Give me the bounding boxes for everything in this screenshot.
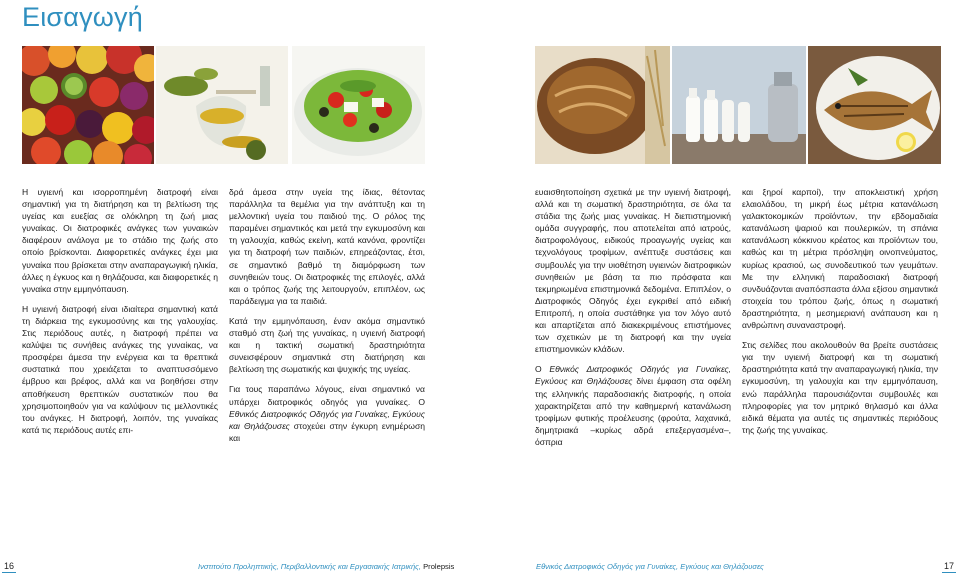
left-footer-text: [198, 562, 454, 571]
paragraph: δρά άμεσα στην υγεία της ίδιας, θέτοντας παράλληλα τα θεμέλια για την ανάπτυξη και τη μελλοντική υγεία του παιδιού της. Ο ρόλος της παραμένει σημαντικός και μετά την εγκυμοσύνη και τη γαλουχία, καθώς εκείνη, κατά κανόνα, φροντίζει για τη διατροφή των παιδιών, επηρεάζοντας, έτσι, σε σημαντικό βαθμό τη διαμόρφωση των συνηθειών τους. Οι διατροφικές της επιλογές, αλλά και ο τρόπος ζωής της λειτουργούν, επιπλέον, ως παράδειγμα για τα παιδιά.: [229, 187, 425, 306]
right-page-number: 17: [944, 561, 955, 571]
paragraph-text: στοχεύει στην έγκυρη ενημέρωση και: [229, 420, 425, 443]
guide-title: Εθνικός Διατροφικός Οδηγός για Γυναίκες, Εγκύους και Θηλάζουσες: [535, 364, 731, 387]
guide-title: Εθνικός Διατροφικός Οδηγός για Γυναίκες, Εγκύους και Θηλάζουσες: [229, 408, 425, 431]
paragraph: Η υγιεινή και ισορροπημένη διατροφή είναι σημαντική για τη διατήρηση και τη βελτίωση της υγείας και ευεξίας σε ολόκληρη τη ζωή μιας γυναίκας. Οι διατροφικές ανάγκες των γυναικών διαφέρουν ανάλογα με το στάδιο της ζωής στο οποίο βρίσκονται. Διαφορετικές ανάγκες έχει μια γυναίκα που βρίσκεται στην αναπαραγωγική ηλικία, άλλες η έγκυος και η θηλάζουσα, και διαφορετικές η γυναίκα στην εμμηνόπαυση.: [22, 187, 218, 294]
page-number-rule: [2, 572, 16, 573]
paragraph-text: δίνει έμφαση στα οφέλη της ελληνικής παραδοσιακής διατροφής, η οποία χαρακτηρίζεται από την καθημερινή κατανάλωση τροφίμων φυτικής προέλευσης (φρούτα, λαχανικά, δημητριακά –κυρίως αδρά επεξεργασμένα–, όσπρια: [535, 376, 731, 447]
institute-name: Ινστιτούτο Προληπτικής, Περιβαλλοντικής και Εργασιακής Ιατρικής,: [198, 562, 424, 571]
page-number-rule: [942, 572, 956, 573]
fruits-photo: [22, 46, 154, 164]
paragraph-text: Ο: [535, 364, 550, 375]
paragraph-text: Για τους παραπάνω λόγους, είναι σημαντικό να υπάρχει διατροφικός οδηγός για γυναίκες. Ο: [229, 384, 425, 407]
page-title: Εισαγωγή: [22, 2, 143, 32]
right-footer-text: Εθνικός Διατροφικός Οδηγός για Γυναίκες, Εγκύους και Θηλάζουσες: [536, 562, 764, 571]
salad-photo: [292, 46, 425, 164]
text-column-2: [229, 186, 425, 452]
milk-bottles-photo: [672, 46, 806, 164]
paragraph: Στις σελίδες που ακολουθούν θα βρείτε συστάσεις για την υγιεινή διατροφή και τη σωματική δραστηριότητα κατά την αναπαραγωγική ηλικία, την εγκυμοσύνη, τη γαλουχία και την εμμηνόπαυση, ενώ παράλληλα παρουσιάζονται συμβουλές και πληροφορίες για τον μητρικό θηλασμό και άλλα ειδικά θέματα για αυτές τις σημαντικές περιόδους της ζωής της γυναίκας.: [742, 340, 938, 435]
footer: [0, 557, 960, 579]
paragraph: ευαισθητοποίηση σχετικά με την υγιεινή διατροφή, αλλά και τη σωματική δραστηριότητα, σε όλα τα στάδια της ζωής μιας γυναίκας. Η διεπιστημονική ομάδα συγγραφής, που αποτελείται από ιατρούς, διατροφολόγους, ειδικούς προαγωγής υγείας και τεχνολόγους τροφίμων, ανέπτυξε συστάσεις και συμβουλές για την υιοθέτηση υγιεινών διατροφικών συνηθειών με βάση τα πιο πρόσφατα και τεκμηριωμένα επιστημονικά δεδομένα. Επιπλέον, ο Διατροφικός Οδηγός έχει εγκριθεί από ειδική Επιτροπή, η οποία συστάθηκε για τον λόγο αυτό και απαρτίζεται από διακεκριμένους επιστήμονες των σχετικών με τη διατροφή και την υγεία επιστημονικών κλάδων.: [535, 187, 731, 355]
text-column-4: [742, 186, 938, 444]
grilled-fish-photo: [808, 46, 941, 164]
text-column-1: [22, 186, 218, 444]
prolepsis-brand: Prolepsis: [423, 562, 455, 571]
paragraph: και ξηροί καρποί), την αποκλειστική χρήση ελαιολάδου, τη μικρή έως μέτρια κατανάλωση γαλακτοκομικών προϊόντων, την εβδομαδιαία κατανάλωση ψαριού και πουλερικών, τη σπάνια κατανάλωση κόκκινου κρέατος και προϊόντων του, καθώς και τη μέτρια πρόσληψη οινοπνεύματος, κυρίως κρασιού, ως συνοδευτικού των γευμάτων. Με την ελληνική παραδοσιακή διατροφή συνδυάζονται αναπόσπαστα άλλα εξίσου σημαντικά στοιχεία του τρόπου ζωής, όπως η σωματική δραστηριότητα, η μεσημεριανή ανάπαυση και η ανθρώπινη συναναστροφή.: [742, 187, 938, 331]
bread-grain-photo: [535, 46, 670, 164]
olive-oil-photo: [156, 46, 288, 164]
left-page-number: 16: [4, 561, 15, 571]
paragraph: Η υγιεινή διατροφή είναι ιδιαίτερα σημαντική κατά τη διάρκεια της εγκυμοσύνης και της γαλουχίας. Στις περιόδους αυτές, η διατροφή πρέπει να καλύψει τις συνήθεις ανάγκες της γυναίκας, να προσφέρει άμεσα την ενέργεια και τα θρεπτικά συστατικά που χρειάζεται το αναπτυσσόμενο έμβρυο και βρέφος, αλλά και να βοηθήσει στην αποθήκευση θρεπτικών συστατικών που θα χρησιμοποιηθούν για να καλύψουν τις μελλοντικές του ανάγκες. Η διατροφή, λοιπόν, της γυναίκας κατά τις περιόδους αυτές επι-: [22, 303, 218, 435]
text-column-3: [535, 186, 731, 456]
paragraph: [229, 383, 425, 443]
paragraph: Κατά την εμμηνόπαυση, έναν ακόμα σημαντικό σταθμό στη ζωή της γυναίκας, η υγιεινή διατροφή και η τακτική σωματική δραστηριότητα συνεισφέρουν σημαντικά στη διατήρηση και βελτίωση της σωματικής και ψυχικής της υγείας.: [229, 315, 425, 375]
paragraph: [535, 363, 731, 448]
